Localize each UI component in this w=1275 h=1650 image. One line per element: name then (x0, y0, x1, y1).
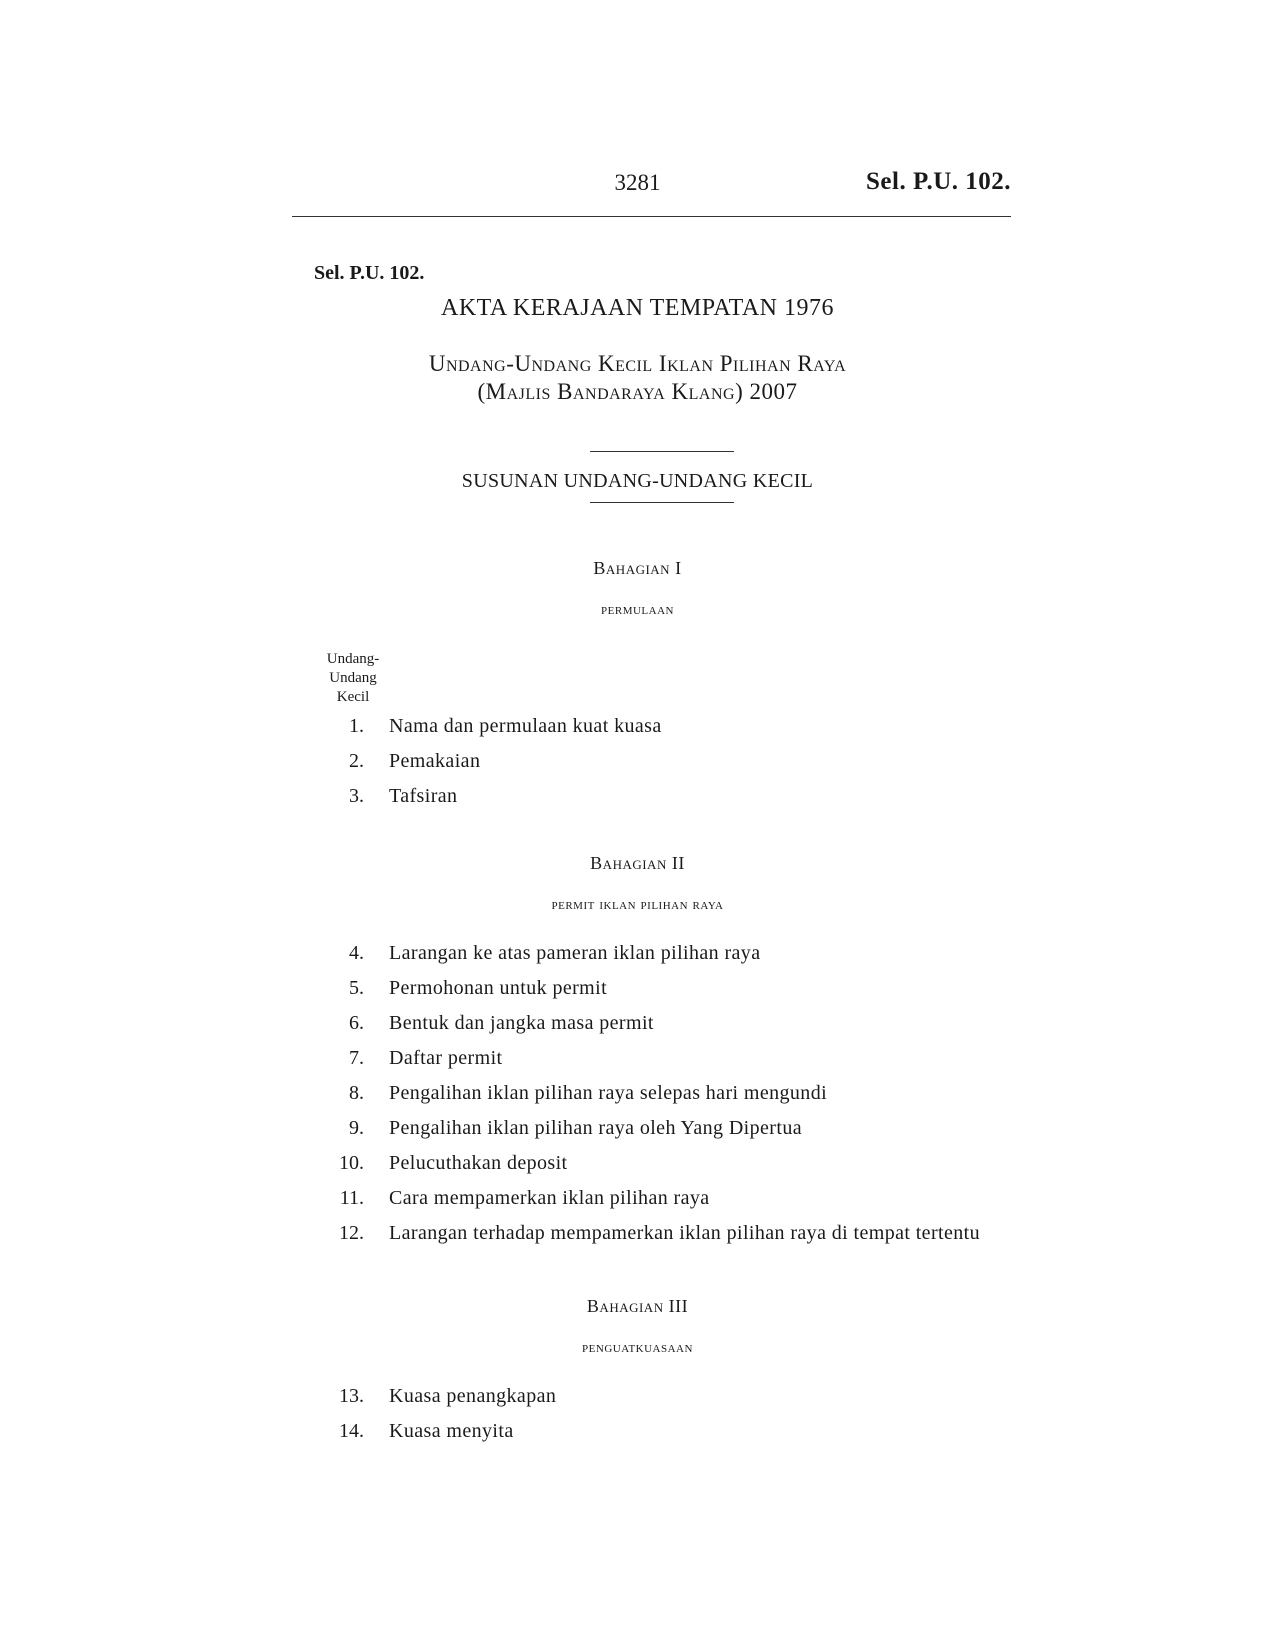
item-number: 13. (339, 1385, 364, 1407)
item-number: 11. (339, 1187, 364, 1209)
toc-item[interactable] (0, 1187, 1275, 1222)
item-number: 12. (339, 1222, 364, 1244)
toc-item[interactable] (0, 1012, 1275, 1047)
arrangement-rule-bottom (590, 502, 734, 503)
item-title: Pengalihan iklan pilihan raya selepas hari mengundi (389, 1082, 828, 1104)
item-number: 14. (339, 1420, 364, 1442)
item-number: 4. (349, 942, 364, 964)
item-number: 9. (349, 1117, 364, 1139)
toc-item[interactable] (0, 1222, 1275, 1257)
toc-item[interactable] (0, 942, 1275, 977)
item-number: 2. (349, 750, 364, 772)
header-rule (292, 216, 1011, 217)
column-label-line: Undang- (326, 651, 380, 667)
item-number: 6. (349, 1012, 364, 1034)
part-heading: Bahagian II (590, 853, 685, 873)
part-1-header (0, 558, 1275, 619)
running-head: Sel. P.U. 102. (866, 168, 1011, 195)
part-subheading: permulaan (601, 601, 674, 618)
column-label-line: Kecil (336, 689, 370, 705)
page-number: 3281 (614, 170, 661, 195)
toc-item[interactable] (0, 750, 1275, 785)
item-title: Larangan ke atas pameran iklan pilihan raya (389, 942, 761, 964)
part-3-list (0, 1385, 1275, 1455)
toc-item[interactable] (0, 1117, 1275, 1152)
toc-item[interactable] (0, 1420, 1275, 1455)
item-title: Permohonan untuk permit (389, 977, 608, 999)
item-number: 7. (349, 1047, 364, 1069)
toc-item[interactable] (0, 715, 1275, 750)
item-title: Tafsiran (389, 785, 458, 807)
item-number: 1. (349, 715, 364, 737)
item-number: 8. (349, 1082, 364, 1104)
item-number: 5. (349, 977, 364, 999)
part-3-header (0, 1296, 1275, 1357)
bylaw-title-line2: (Majlis Bandaraya Klang) 2007 (477, 379, 798, 404)
act-title: AKTA KERAJAAN TEMPATAN 1976 (440, 295, 835, 321)
item-title: Pengalihan iklan pilihan raya oleh Yang Dipertua (389, 1117, 802, 1139)
bylaw-title (0, 350, 1275, 406)
item-title: Larangan terhadap mempamerkan iklan pilihan raya di tempat tertentu (389, 1222, 981, 1244)
column-label-line: Undang (329, 670, 377, 686)
bylaw-title-line1: Undang-Undang Kecil Iklan Pilihan Raya (428, 351, 847, 376)
toc-item[interactable] (0, 977, 1275, 1012)
toc-item[interactable] (0, 785, 1275, 820)
part-2-list (0, 942, 1275, 1257)
part-heading: Bahagian III (586, 1296, 689, 1316)
arrangement-title: SUSUNAN UNDANG-UNDANG KECIL (461, 470, 814, 492)
gazette-reference: Sel. P.U. 102. (314, 262, 425, 284)
item-title: Kuasa menyita (389, 1420, 514, 1442)
item-title: Bentuk dan jangka masa permit (389, 1012, 654, 1034)
toc-item[interactable] (0, 1385, 1275, 1420)
column-label (318, 650, 388, 707)
toc-item[interactable] (0, 1152, 1275, 1187)
item-title: Pemakaian (389, 750, 481, 772)
item-title: Nama dan permulaan kuat kuasa (389, 715, 662, 737)
part-2-header (0, 853, 1275, 914)
arrangement-rule-top (590, 451, 734, 452)
item-title: Cara mempamerkan iklan pilihan raya (389, 1187, 710, 1209)
part-subheading: penguatkuasaan (582, 1339, 693, 1356)
item-number: 10. (339, 1152, 364, 1174)
item-title: Daftar permit (389, 1047, 503, 1069)
toc-item[interactable] (0, 1082, 1275, 1117)
part-heading: Bahagian I (593, 558, 682, 578)
item-title: Pelucuthakan deposit (389, 1152, 568, 1174)
toc-item[interactable] (0, 1047, 1275, 1082)
part-1-list (0, 715, 1275, 820)
part-subheading: permit iklan pilihan raya (551, 896, 724, 913)
item-number: 3. (349, 785, 364, 807)
item-title: Kuasa penangkapan (389, 1385, 557, 1407)
